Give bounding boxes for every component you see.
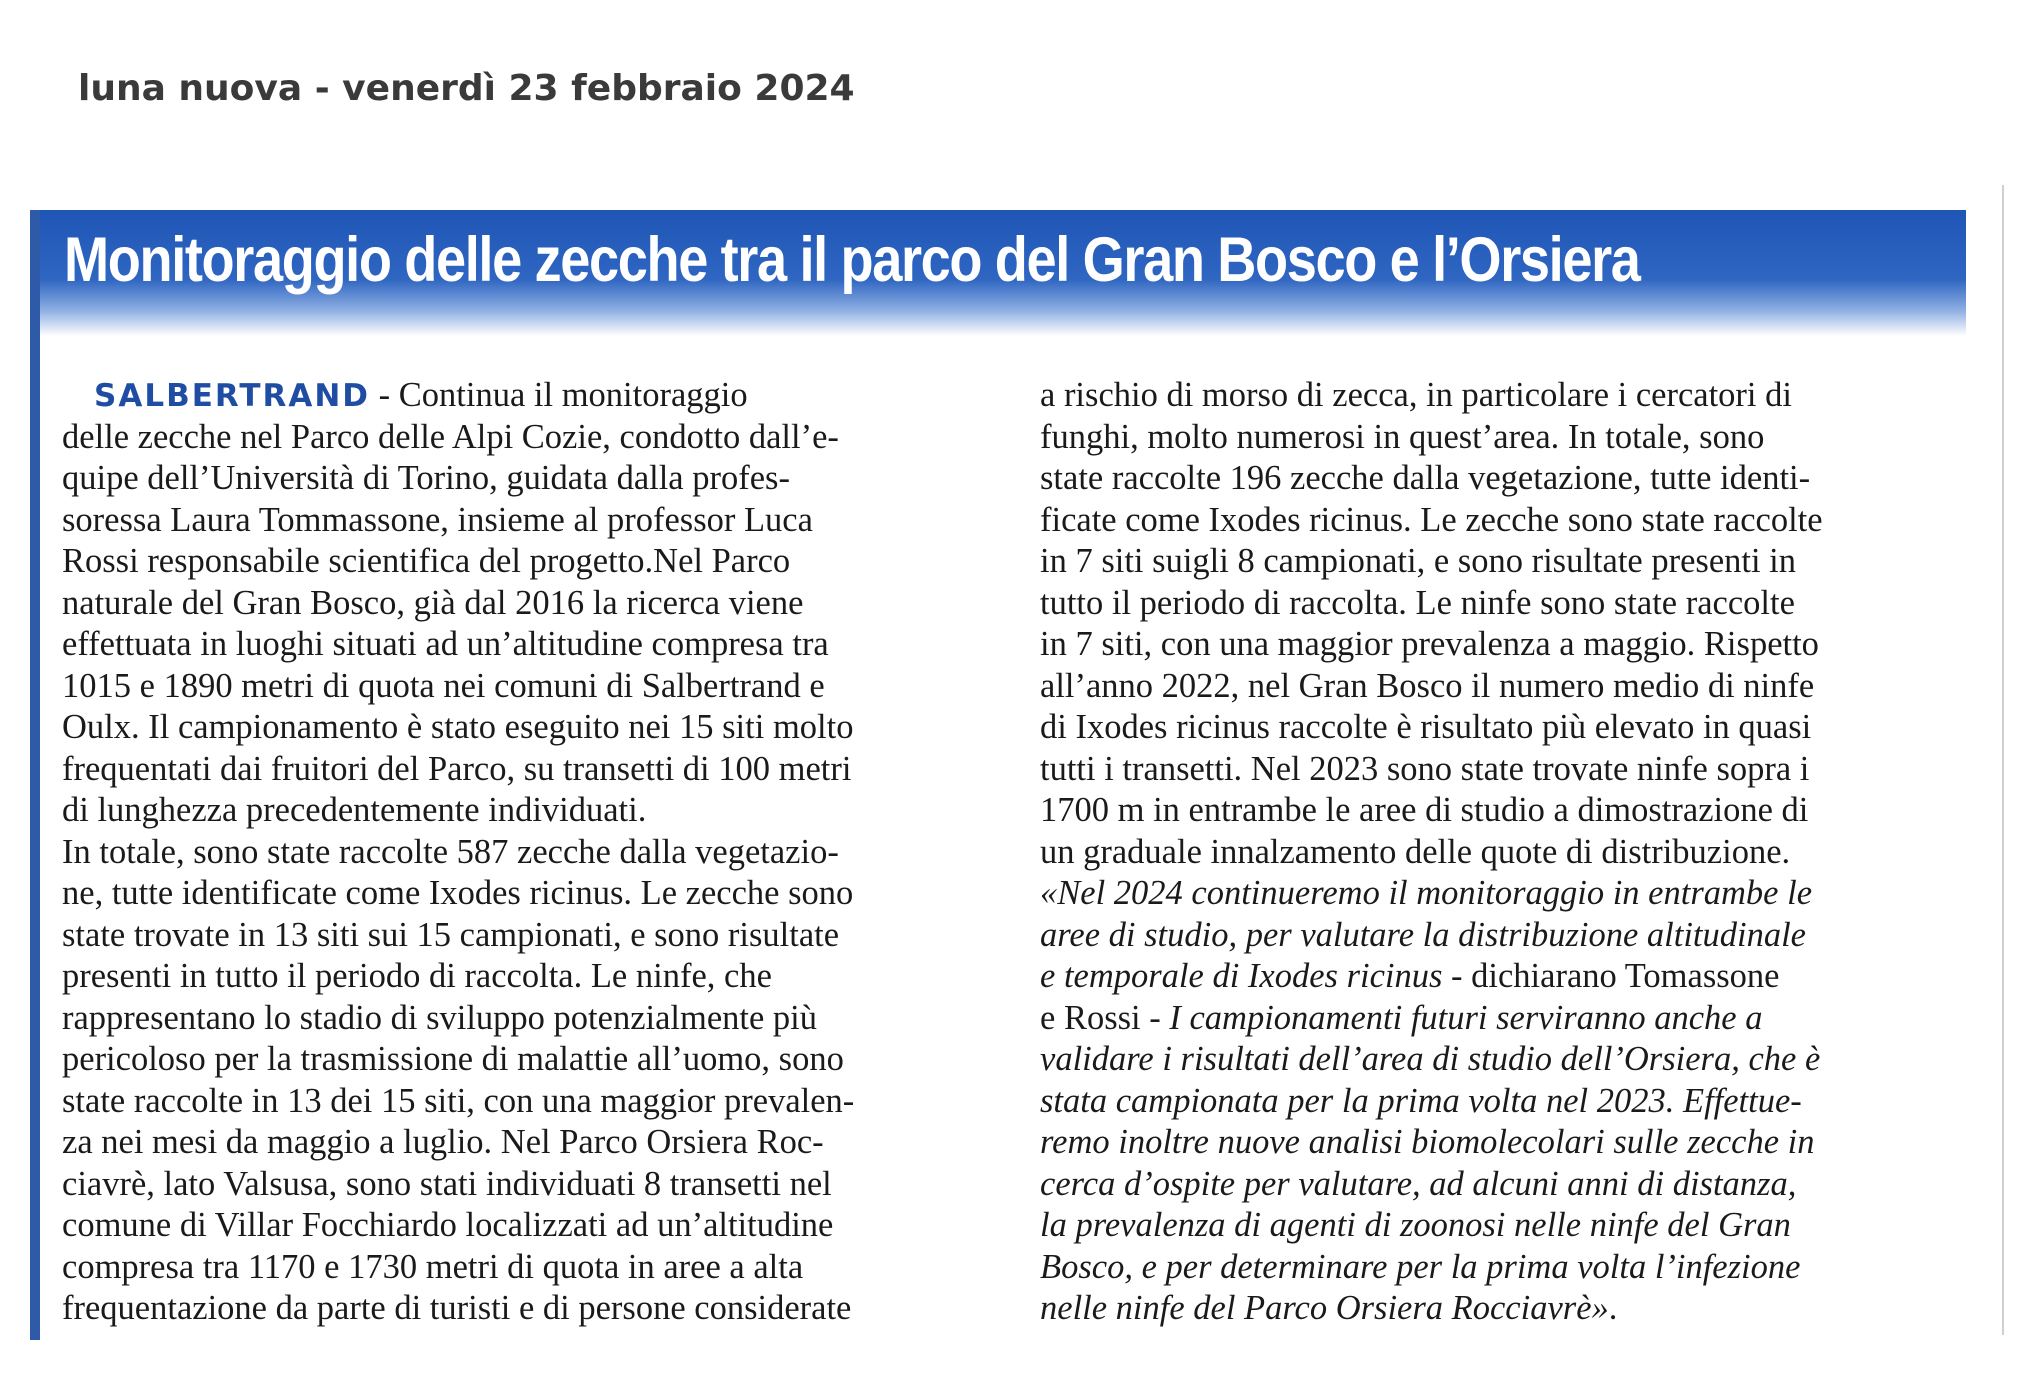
quote-line bbox=[1040, 873, 1823, 915]
body-text: In totale, sono state raccolte 587 zecche dalla vegetazio- bbox=[62, 832, 839, 871]
quote-line bbox=[1040, 1288, 1823, 1330]
body-text: di lunghezza precedentemente individuati. bbox=[62, 791, 647, 829]
body-text-line bbox=[62, 1122, 854, 1164]
quote-line bbox=[1040, 1164, 1823, 1206]
body-text: frequentazione da parte di turisti e di persone considerate bbox=[62, 1289, 852, 1327]
quote-text: nelle ninfe del Parco Orsiera Rocciavrè» bbox=[1040, 1289, 1609, 1327]
body-text-line bbox=[1040, 375, 1823, 417]
body-text: comune di Villar Focchiardo localizzati ad un’altitudine bbox=[62, 1206, 834, 1244]
body-text: Rossi responsabile scientifica del progetto.Nel Parco bbox=[62, 542, 791, 580]
body-text-line bbox=[62, 417, 854, 459]
quote-line bbox=[1040, 1205, 1823, 1247]
body-text: - Continua il monitoraggio bbox=[370, 376, 748, 414]
body-text: pericoloso per la trasmissione di malattie all’uomo, sono bbox=[62, 1040, 844, 1078]
body-text-line bbox=[1040, 583, 1823, 625]
quote-text: e temporale di Ixodes ricinus bbox=[1040, 957, 1443, 995]
body-text-line bbox=[62, 1081, 854, 1123]
quote-text: «Nel 2024 continueremo il monitoraggio in entrambe le bbox=[1040, 874, 1813, 912]
body-text-line bbox=[1040, 707, 1823, 749]
quote-text: stata campionata per la prima volta nel 2023. Effettue- bbox=[1040, 1081, 1802, 1120]
body-text: funghi, molto numerosi in quest’area. In totale, sono bbox=[1040, 417, 1765, 456]
body-text: state raccolte in 13 dei 15 siti, con una maggior prevalen- bbox=[62, 1081, 855, 1120]
body-text-line bbox=[62, 624, 854, 666]
body-text: soressa Laura Tommassone, insieme al professor Luca bbox=[62, 500, 813, 539]
body-text-line bbox=[1040, 500, 1823, 542]
quote-line bbox=[1040, 1081, 1823, 1123]
body-text-line bbox=[1040, 749, 1823, 791]
body-text: all’anno 2022, nel Gran Bosco il numero medio di ninfe bbox=[1040, 666, 1815, 705]
quote-line bbox=[1040, 1039, 1823, 1081]
body-text-line bbox=[62, 956, 854, 998]
quote-line bbox=[1040, 1247, 1823, 1289]
body-text: za nei mesi da maggio a luglio. Nel Parco Orsiera Roc- bbox=[62, 1123, 824, 1161]
quote-text: remo inoltre nuove analisi biomolecolari sulle zecche in bbox=[1040, 1123, 1815, 1161]
body-text-line bbox=[1040, 832, 1823, 874]
body-text: in 7 siti suigli 8 campionati, e sono risultate presenti in bbox=[1040, 542, 1797, 580]
body-text-line bbox=[62, 998, 854, 1040]
body-text-line bbox=[62, 666, 854, 708]
quote-line bbox=[1040, 915, 1823, 957]
quote-text: validare i risultati dell’area di studio dell’Orsiera, che è bbox=[1040, 1040, 1821, 1078]
quote-line bbox=[1040, 998, 1823, 1040]
body-text-line bbox=[62, 458, 854, 500]
body-text-line bbox=[1040, 458, 1823, 500]
body-text-line bbox=[62, 1164, 854, 1206]
body-text: state trovate in 13 siti sui 15 campionati, e sono risultate bbox=[62, 915, 840, 954]
body-text: Oulx. Il campionamento è stato eseguito nei 15 siti molto bbox=[62, 708, 854, 746]
body-text-line bbox=[62, 790, 854, 832]
body-text: tutto il periodo di raccolta. Le ninfe sono state raccolte bbox=[1040, 583, 1795, 622]
body-text: rappresentano lo stadio di sviluppo potenzialmente più bbox=[62, 998, 817, 1037]
body-text: a rischio di morso di zecca, in particolare i cercatori di bbox=[1040, 376, 1792, 414]
quote-line bbox=[1040, 1122, 1823, 1164]
quote-text: aree di studio, per valutare la distribuzione altitudinale bbox=[1040, 915, 1806, 954]
body-text-line bbox=[62, 832, 854, 874]
body-text: compresa tra 1170 e 1730 metri di quota in aree a alta bbox=[62, 1247, 804, 1286]
body-text: naturale del Gran Bosco, già dal 2016 la ricerca viene bbox=[62, 583, 804, 622]
body-text: state raccolte 196 zecche dalla vegetazione, tutte identi- bbox=[1040, 459, 1811, 497]
quote-text: I campionamenti futuri serviranno anche a bbox=[1169, 998, 1763, 1037]
body-text: 1015 e 1890 metri di quota nei comuni di Salbertrand e bbox=[62, 666, 825, 705]
body-text: quipe dell’Università di Torino, guidata dalla profes- bbox=[62, 459, 790, 497]
body-text-line bbox=[1040, 666, 1823, 708]
body-text-line bbox=[1040, 541, 1823, 583]
headline: Monitoraggio delle zecche tra il parco del Gran Bosco e l’Orsiera bbox=[64, 225, 1640, 295]
dateline: luna nuova - venerdì 23 febbraio 2024 bbox=[78, 68, 855, 109]
quote-attribution: e Rossi - bbox=[1040, 998, 1170, 1037]
body-text-line bbox=[62, 1039, 854, 1081]
body-text: frequentati dai fruitori del Parco, su transetti di 100 metri bbox=[62, 749, 852, 788]
body-text-line bbox=[62, 873, 854, 915]
quote-text: la prevalenza di agenti di zoonosi nelle ninfe del Gran bbox=[1040, 1206, 1791, 1244]
body-text: 1700 m in entrambe le aree di studio a dimostrazione di bbox=[1040, 791, 1809, 829]
body-text-line bbox=[62, 1247, 854, 1289]
body-text-line bbox=[62, 500, 854, 542]
quote-attribution: - dichiarano Tomassone bbox=[1442, 957, 1780, 995]
article-side-rule bbox=[30, 210, 40, 1340]
headline-banner bbox=[30, 210, 1966, 336]
body-text-line bbox=[62, 915, 854, 957]
article-column-right bbox=[1040, 375, 1823, 1330]
quote-line bbox=[1040, 956, 1823, 998]
quote-text: Bosco, e per determinare per la prima volta l’infezione bbox=[1040, 1247, 1801, 1286]
kicker-location: SALBERTRAND bbox=[94, 378, 371, 414]
body-text-line bbox=[62, 1205, 854, 1247]
body-text: tutti i transetti. Nel 2023 sono state trovate ninfe sopra i bbox=[1040, 749, 1810, 788]
body-text: di Ixodes ricinus raccolte è risultato più elevato in quasi bbox=[1040, 708, 1812, 746]
body-text: in 7 siti, con una maggior prevalenza a maggio. Rispetto bbox=[1040, 625, 1819, 663]
body-text-line bbox=[62, 749, 854, 791]
body-text-line bbox=[1040, 624, 1823, 666]
body-text: ne, tutte identificate come Ixodes ricinus. Le zecche sono bbox=[62, 874, 854, 912]
body-text-line bbox=[62, 1288, 854, 1330]
body-text-line bbox=[62, 375, 854, 417]
body-text: presenti in tutto il periodo di raccolta. Le ninfe, che bbox=[62, 957, 772, 995]
body-text-line bbox=[1040, 790, 1823, 832]
body-text-line bbox=[62, 707, 854, 749]
body-text: un graduale innalzamento delle quote di distribuzione. bbox=[1040, 832, 1791, 871]
body-text-line bbox=[1040, 417, 1823, 459]
body-text-line bbox=[62, 541, 854, 583]
quote-attribution: . bbox=[1608, 1289, 1618, 1327]
quote-text: cerca d’ospite per valutare, ad alcuni anni di distanza, bbox=[1040, 1164, 1797, 1203]
body-text-line bbox=[62, 583, 854, 625]
body-text: ciavrè, lato Valsusa, sono stati individuati 8 transetti nel bbox=[62, 1164, 832, 1203]
page-edge-rule bbox=[2002, 185, 2004, 1335]
article bbox=[30, 210, 1966, 1340]
body-text: ficate come Ixodes ricinus. Le zecche sono state raccolte bbox=[1040, 500, 1823, 539]
body-text: delle zecche nel Parco delle Alpi Cozie, condotto dall’e- bbox=[62, 417, 839, 456]
body-text: effettuata in luoghi situati ad un’altitudine compresa tra bbox=[62, 625, 829, 663]
article-column-left bbox=[62, 375, 854, 1330]
